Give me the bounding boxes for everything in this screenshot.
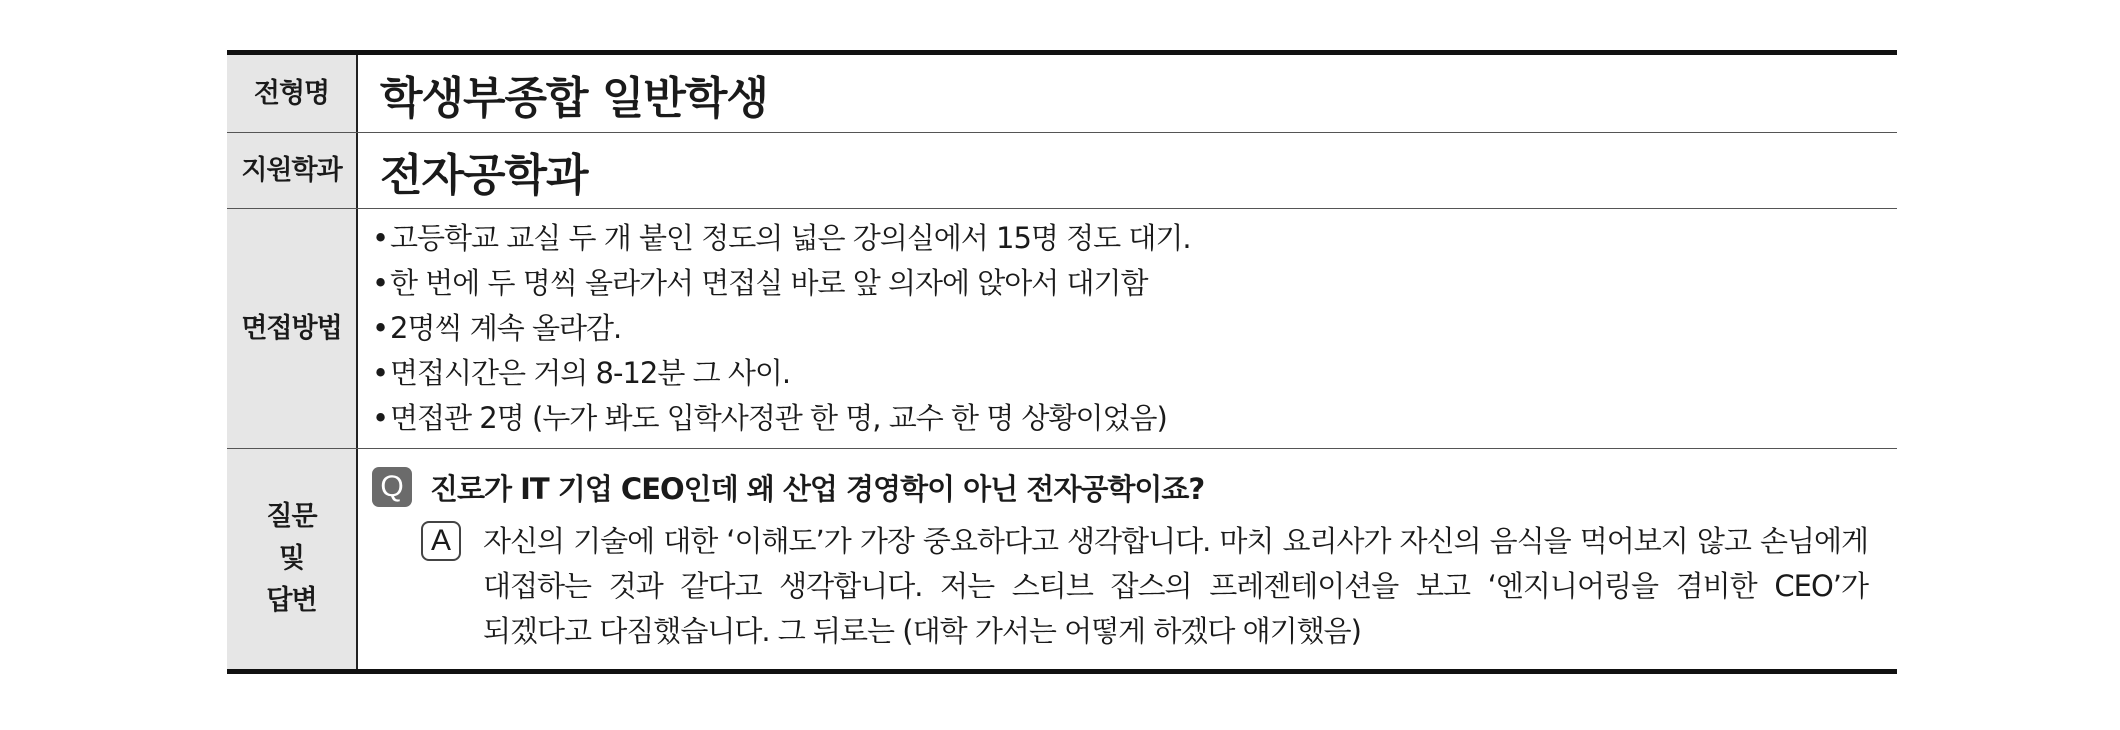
bullet-icon: • (372, 221, 389, 255)
admission-type-row (227, 55, 1897, 133)
bullet-icon: • (372, 401, 389, 435)
interview-info-table (227, 50, 1897, 674)
interview-method-row (227, 209, 1897, 449)
department-value: 전자공학과 (380, 149, 588, 201)
department-row (227, 133, 1897, 209)
list-item: • 고등학교 교실 두 개 붙인 정도의 넓은 강의실에서 15명 정도 대기. (372, 216, 1191, 261)
bullet-icon: • (372, 311, 389, 345)
interview-method-label: 면접방법 (227, 209, 358, 448)
qa-label: 질문 및 답변 (227, 449, 358, 669)
list-item: • 한 번에 두 명씩 올라가서 면접실 바로 앞 의자에 앉아서 대기함 (372, 261, 1191, 306)
question-text: 진로가 IT 기업 CEO인데 왜 산업 경영학이 아닌 전자공학이죠? (430, 471, 1205, 506)
answer-icon: A (421, 521, 461, 561)
admission-type-label: 전형명 (227, 55, 358, 132)
bullet-icon: • (372, 356, 389, 390)
qa-row (227, 449, 1897, 669)
admission-type-value: 학생부종합 일반학생 (380, 72, 768, 124)
interview-method-list (372, 216, 1191, 441)
answer-block (421, 519, 1897, 654)
list-item: • 면접관 2명 (누가 봐도 입학사정관 한 명, 교수 한 명 상황이었음) (372, 396, 1191, 441)
list-item: • 2명씩 계속 올라감. (372, 306, 1191, 351)
list-item: • 면접시간은 거의 8-12분 그 사이. (372, 351, 1191, 396)
department-label: 지원학과 (227, 133, 358, 208)
answer-text: 자신의 기술에 대한 ‘이해도’가 가장 중요하다고 생각합니다. 마치 요리사가 자신의 음식을 먹어보지 않고 손님에게 대접하는 것과 같다고 생각합니다. 저는 스티브 잡스의 프레젠테이션을 보고 ‘엔지니어링을 겸비한 CEO’가 되겠다고 다짐했습니다. 그 뒤로는 (대학 가서는 어떻게 하겠다 얘기했음) (483, 524, 1868, 648)
question-line (372, 463, 1897, 511)
question-icon: Q (372, 467, 412, 507)
bullet-icon: • (372, 266, 389, 300)
